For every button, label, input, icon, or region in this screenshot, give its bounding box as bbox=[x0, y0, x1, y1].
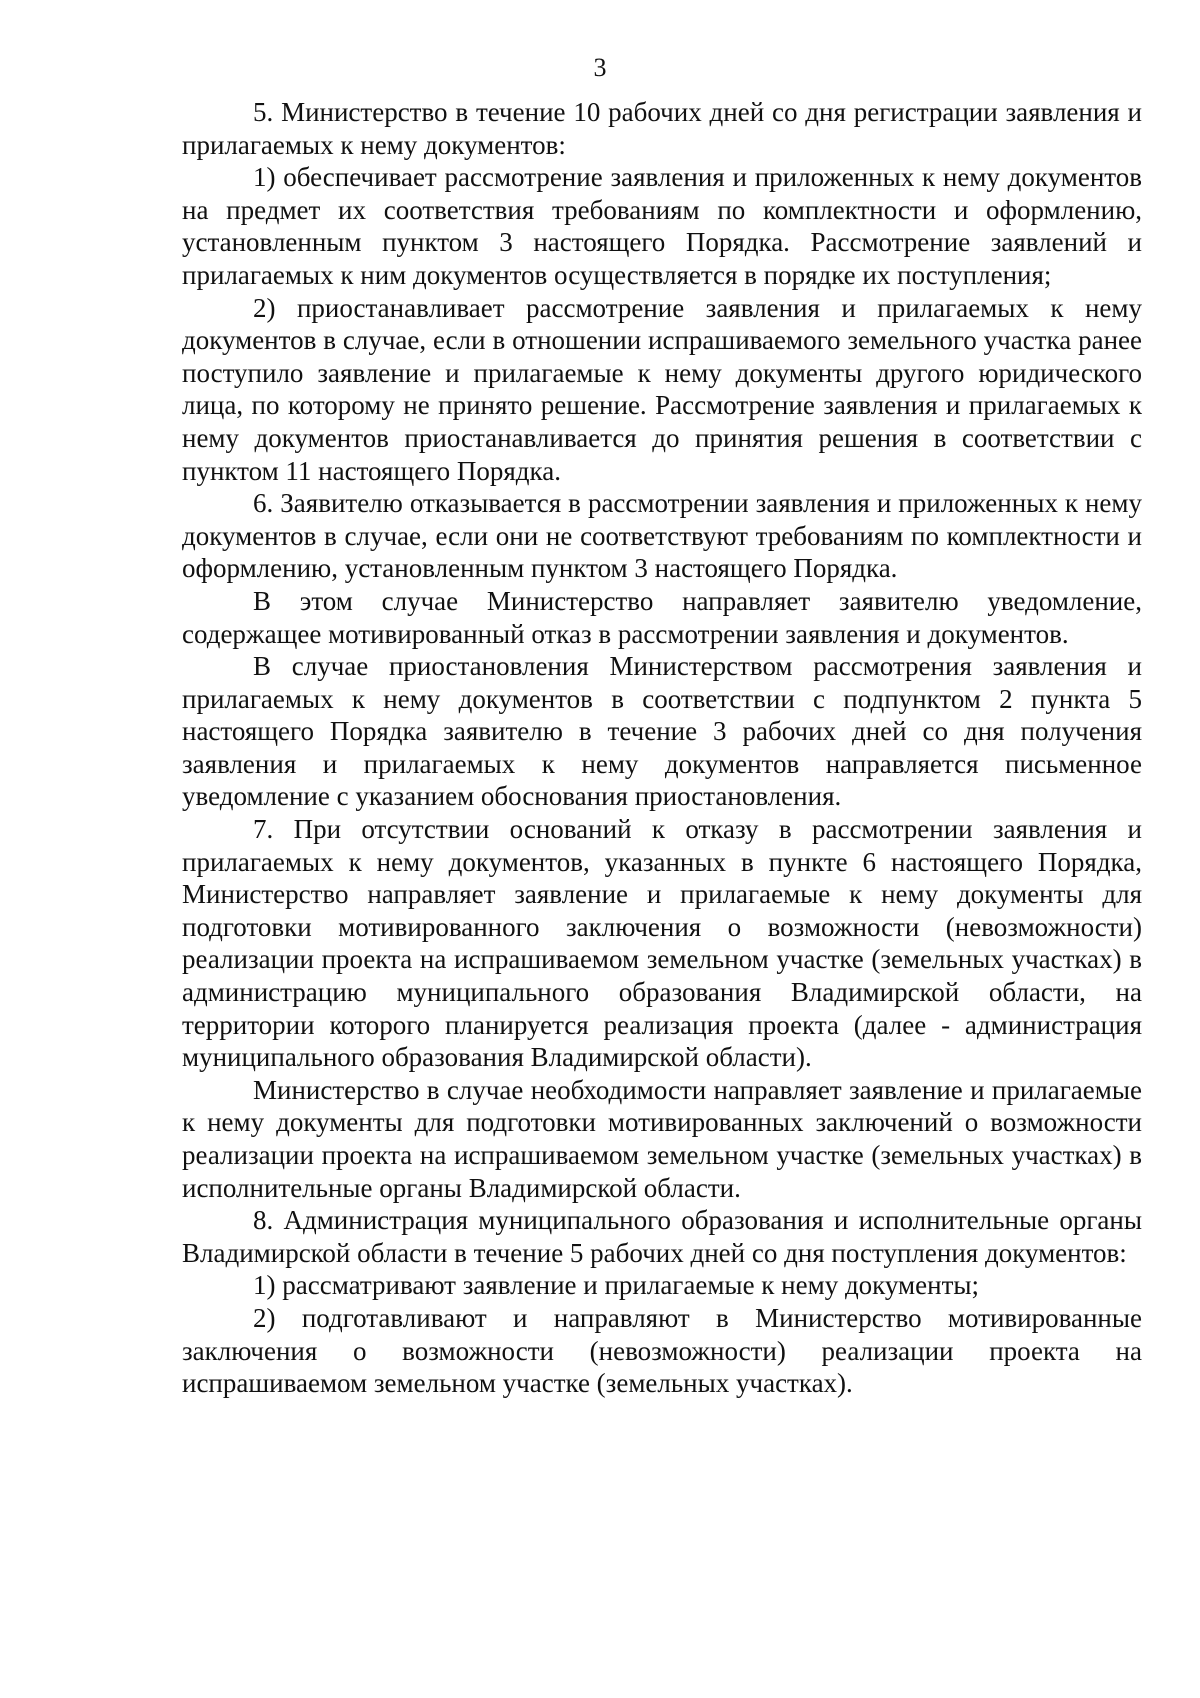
paragraph-7: 7. При отсутствии оснований к отказу в рассмотрении заявления и прилагаемых к нему документов, указанных в пункте 6 настоящего Порядка, Министерство направляет заявление и прилагаемые к нему документы для подготовки мотивированного заключения о возможности (невозможности) реализации проекта на испрашиваемом земельном участке (земельных участках) в администрацию муниципального образования Владимирской области, на территории которого планируется реализация проекта (далее - администрация муниципального образования Владимирской области). bbox=[182, 814, 1142, 1073]
paragraph-5-2: 2) приостанавливает рассмотрение заявления и прилагаемых к нему документов в случае, если в отношении испрашиваемого земельного участка ранее поступило заявление и прилагаемые к нему документы другого юридического лица, по которому не принято решение. Рассмотрение заявления и прилагаемых к нему документов приостанавливается до принятия решения в соответствии с пунктом 11 настоящего Порядка. bbox=[182, 292, 1142, 486]
page-number: 3 bbox=[593, 53, 607, 82]
paragraph-8: 8. Администрация муниципального образования и исполнительные органы Владимирской области в течение 5 рабочих дней со дня поступления документов: bbox=[182, 1205, 1142, 1268]
paragraph-5-1: 1) обеспечивает рассмотрение заявления и приложенных к нему документов на предмет их соответствия требованиям по комплектности и оформлению, установленным пунктом 3 настоящего Порядка. Рассмотрение заявлений и прилагаемых к ним документов осуществляется в порядке их поступления; bbox=[182, 162, 1142, 290]
paragraph-8-2: 2) подготавливают и направляют в Министерство мотивированные заключения о возможности (невозможности) реализации проекта на испрашиваемом земельном участке (земельных участках). bbox=[182, 1302, 1142, 1399]
document-body bbox=[182, 96, 1142, 1400]
paragraph-5: 5. Министерство в течение 10 рабочих дней со дня регистрации заявления и прилагаемых к нему документов: bbox=[182, 97, 1142, 160]
paragraph-7-executive-bodies: Министерство в случае необходимости направляет заявление и прилагаемые к нему документы для подготовки мотивированных заключений о возможности реализации проекта на испрашиваемом земельном участке (земельных участках) в исполнительные органы Владимирской области. bbox=[182, 1074, 1142, 1203]
paragraph-6-refusal-notice: В этом случае Министерство направляет заявителю уведомление, содержащее мотивированный отказ в рассмотрении заявления и документов. bbox=[182, 585, 1142, 649]
paragraph-8-1: 1) рассматривают заявление и прилагаемые к нему документы; bbox=[253, 1270, 980, 1301]
paragraph-6-suspension-notice: В случае приостановления Министерством рассмотрения заявления и прилагаемых к нему документов в соответствии с подпунктом 2 пункта 5 настоящего Порядка заявителю в течение 3 рабочих дней со дня получения заявления и прилагаемых к нему документов направляется письменное уведомление с указанием обоснования приостановления. bbox=[182, 651, 1142, 812]
paragraph-6: 6. Заявителю отказывается в рассмотрении заявления и приложенных к нему документов в случае, если они не соответствуют требованиям по комплектности и оформлению, установленным пунктом 3 настоящего Порядка. bbox=[182, 488, 1142, 584]
